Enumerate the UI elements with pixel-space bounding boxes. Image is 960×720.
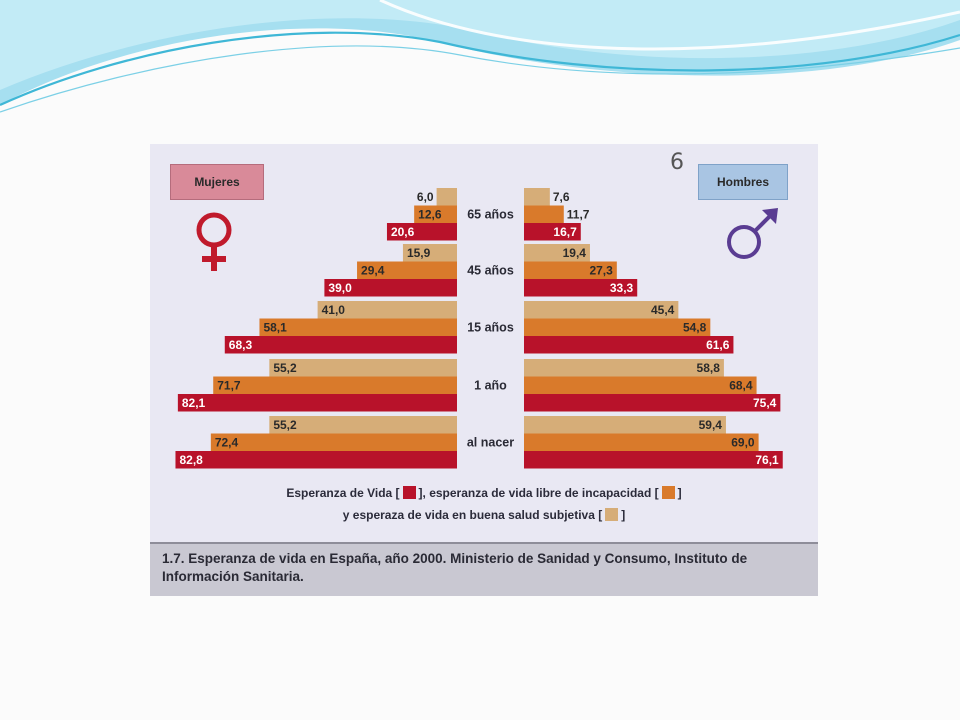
legend-swatch-life bbox=[403, 486, 416, 499]
men-value-label-4-2: 76,1 bbox=[755, 453, 779, 467]
category-label-2: 15 años bbox=[467, 320, 514, 335]
women-bar-4-1 bbox=[211, 434, 457, 452]
legend-text-close2: ] bbox=[621, 508, 626, 522]
category-label-1: 45 años bbox=[467, 263, 514, 278]
legend-line-2 bbox=[150, 508, 818, 522]
women-bar-4-0 bbox=[269, 416, 457, 434]
pyramid-chart bbox=[150, 144, 818, 539]
men-bar-4-1 bbox=[524, 434, 759, 452]
women-bar-2-2 bbox=[225, 336, 457, 354]
women-value-label-4-1: 72,4 bbox=[214, 435, 239, 450]
women-value-label-1-1: 29,4 bbox=[361, 263, 385, 278]
women-value-label-2-2: 68,3 bbox=[228, 338, 253, 352]
women-value-label-1-2: 39,0 bbox=[328, 281, 352, 295]
handwritten-number: 6 bbox=[670, 150, 684, 175]
women-bar-3-2 bbox=[178, 394, 457, 412]
women-bar-3-1 bbox=[213, 377, 457, 395]
men-bar-0-1 bbox=[524, 206, 564, 224]
women-label: Mujeres bbox=[170, 164, 264, 200]
women-bar-4-2 bbox=[175, 451, 457, 469]
men-value-label-1-2: 33,3 bbox=[609, 281, 634, 295]
women-value-label-4-0: 55,2 bbox=[273, 418, 297, 432]
men-value-label-4-1: 69,0 bbox=[731, 435, 755, 450]
men-value-label-0-1: 11,7 bbox=[566, 207, 590, 222]
legend-swatch-disability-free bbox=[662, 486, 675, 499]
women-bar-2-1 bbox=[259, 319, 457, 337]
men-value-label-1-0: 19,4 bbox=[562, 246, 586, 260]
women-value-label-3-2: 82,1 bbox=[181, 396, 206, 410]
men-bar-3-2 bbox=[524, 394, 780, 412]
men-bar-2-2 bbox=[524, 336, 733, 354]
legend-swatch-good-health bbox=[605, 508, 618, 521]
legend-text-disability-free: ], esperanza de vida libre de incapacidad [ bbox=[418, 486, 659, 500]
women-value-label-2-0: 41,0 bbox=[321, 303, 345, 317]
men-value-label-2-2: 61,6 bbox=[706, 338, 730, 352]
men-value-label-1-1: 27,3 bbox=[589, 263, 613, 278]
women-value-label-4-2: 82,8 bbox=[179, 453, 203, 467]
men-value-label-3-1: 68,4 bbox=[729, 378, 753, 393]
men-bar-3-1 bbox=[524, 377, 757, 395]
legend-text-close1: ] bbox=[677, 486, 682, 500]
men-value-label-3-2: 75,4 bbox=[753, 396, 777, 410]
legend-text-life: Esperanza de Vida [ bbox=[286, 486, 400, 500]
figure-caption: 1.7. Esperanza de vida en España, año 2000. Ministerio de Sanidad y Consumo, Instituto de Información Sanitaria. bbox=[150, 542, 818, 596]
women-bar-3-0 bbox=[269, 359, 457, 377]
men-bar-4-2 bbox=[524, 451, 783, 469]
category-label-0: 65 años bbox=[467, 207, 514, 222]
women-value-label-1-0: 15,9 bbox=[406, 246, 431, 260]
chart-figure bbox=[150, 144, 818, 596]
men-value-label-4-0: 59,4 bbox=[698, 418, 722, 432]
women-value-label-0-2: 20,6 bbox=[390, 225, 415, 239]
header-swoosh-decoration bbox=[0, 0, 960, 130]
men-label: Hombres bbox=[698, 164, 788, 200]
category-label-4: al nacer bbox=[466, 435, 515, 450]
men-value-label-2-0: 45,4 bbox=[651, 303, 675, 317]
men-bar-0-0 bbox=[524, 188, 550, 206]
women-value-label-3-0: 55,2 bbox=[273, 361, 297, 375]
men-value-label-0-2: 16,7 bbox=[553, 225, 577, 239]
women-bar-0-0 bbox=[437, 188, 457, 206]
women-value-label-2-1: 58,1 bbox=[263, 320, 287, 335]
men-value-label-3-0: 58,8 bbox=[696, 361, 720, 375]
women-value-label-3-1: 71,7 bbox=[217, 378, 241, 393]
women-value-label-0-1: 12,6 bbox=[418, 207, 442, 222]
men-value-label-0-0: 7,6 bbox=[552, 190, 570, 204]
legend-text-good-health: y esperaza de vida en buena salud subjetiva [ bbox=[342, 508, 603, 522]
category-label-3: 1 año bbox=[474, 378, 507, 393]
legend-line-1 bbox=[150, 486, 818, 500]
women-value-label-0-0: 6,0 bbox=[416, 190, 434, 204]
men-bar-3-0 bbox=[524, 359, 724, 377]
men-bar-4-0 bbox=[524, 416, 726, 434]
men-value-label-2-1: 54,8 bbox=[682, 320, 707, 335]
